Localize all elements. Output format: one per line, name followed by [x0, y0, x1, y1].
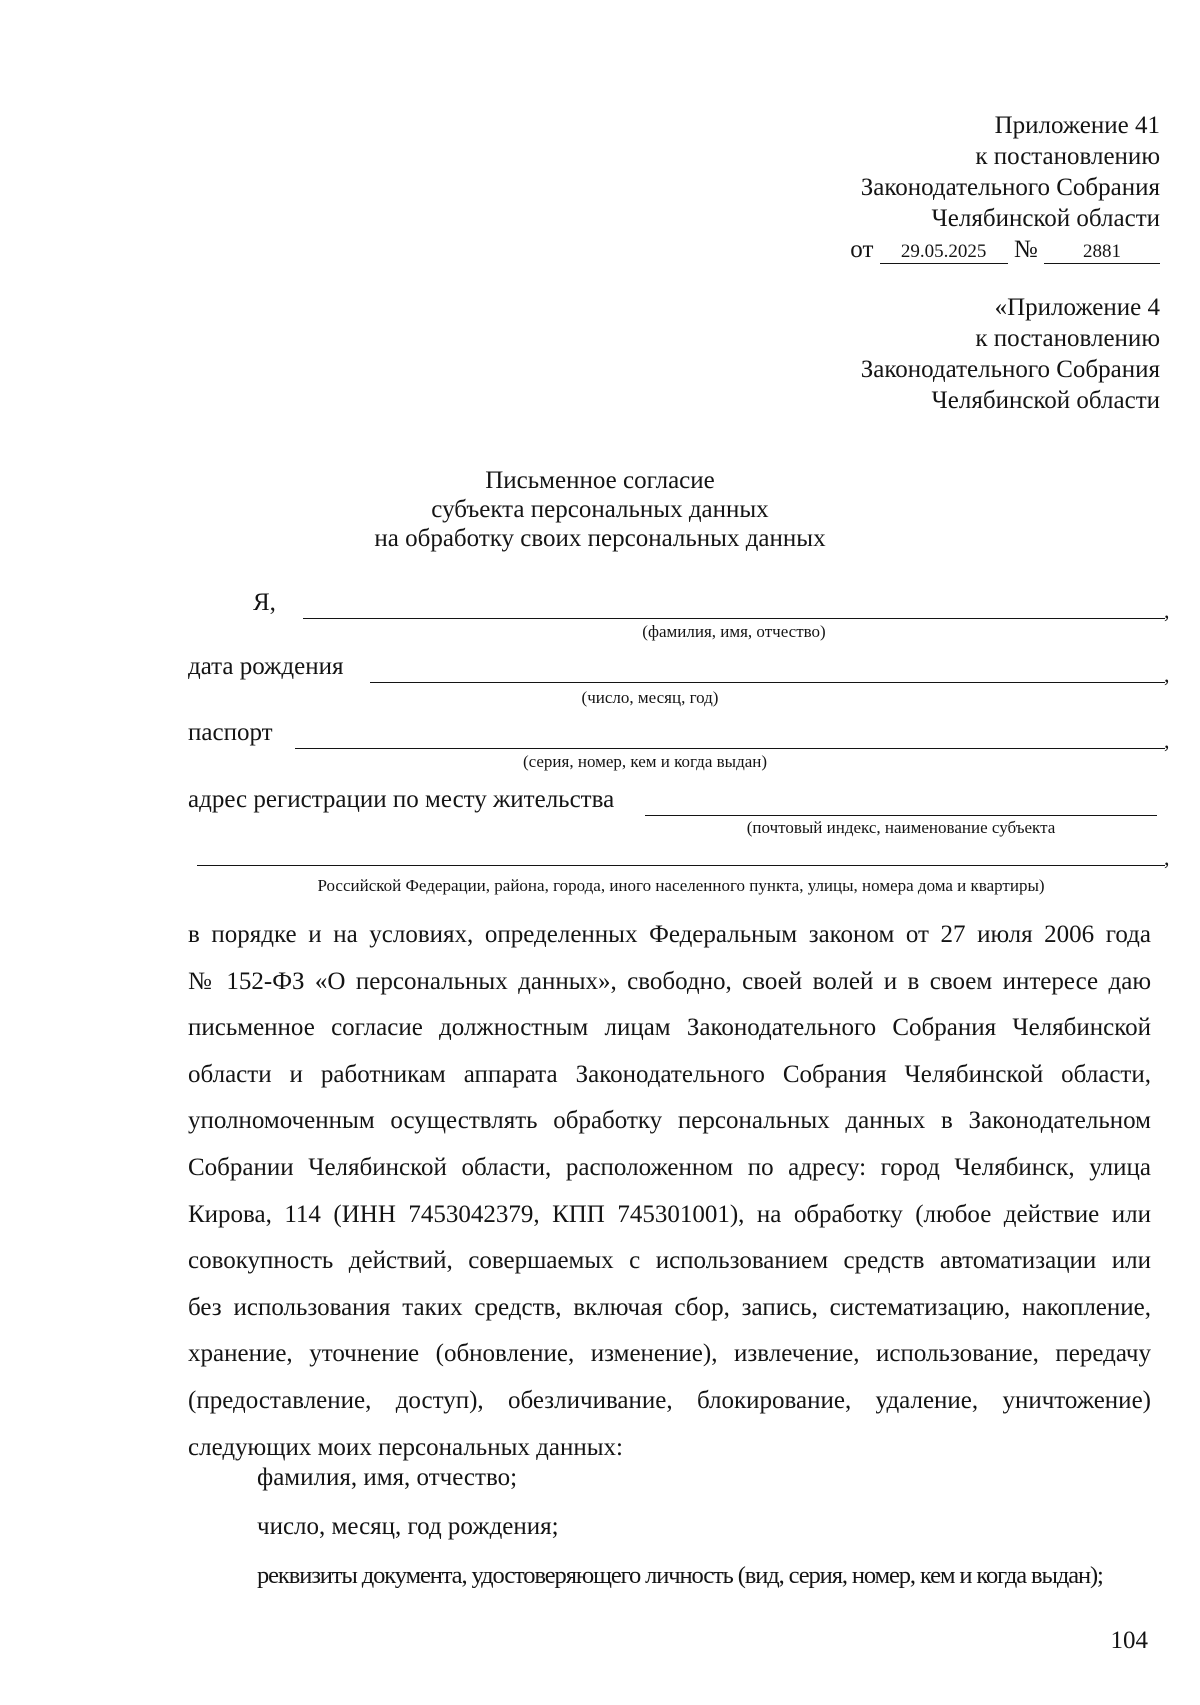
orig-appendix-number: «Приложение 4 — [994, 294, 1160, 321]
orig-appendix-assembly: Законодательного Собрания — [860, 356, 1160, 383]
body-line: Собрании Челябинской области, расположенном по адресу: город Челябинск, улица — [188, 1153, 1151, 1181]
body-line: без использования таких средств, включая сбор, запись, систематизацию, накопление, — [188, 1293, 1151, 1321]
personal-data-list — [257, 1453, 1103, 1600]
body-line: в порядке и на условиях, определенных Федеральным законом от 27 июля 2006 года — [188, 921, 1151, 948]
address-hint-1: (почтовый индекс, наименование субъекта — [746, 818, 1056, 837]
consent-paragraph — [188, 912, 1151, 1471]
birth-comma: , — [1164, 662, 1170, 687]
from-label: от — [850, 236, 874, 263]
title-line-3: на обработку своих персональных данных — [374, 525, 826, 552]
body-line: хранение, уточнение (обновление, изменение), извлечение, использование, передачу — [188, 1340, 1151, 1368]
resolution-date-number — [850, 234, 1160, 265]
body-line: совокупность действий, совершаемых с использованием средств автоматизации или — [188, 1247, 1151, 1275]
passport-label: паспорт — [188, 719, 273, 746]
address-fill-line[interactable] — [645, 815, 1157, 816]
address-hint-2: Российской Федерации, района, города, иного населенного пункта, улицы, номера дома и квартиры) — [317, 876, 1045, 895]
passport-fill-line[interactable] — [295, 748, 1165, 749]
list-item: фамилия, имя, отчество; — [257, 1464, 518, 1491]
resolution-date: 29.05.2025 — [880, 241, 1008, 264]
title-line-2: субъекта персональных данных — [431, 496, 769, 523]
body-line: (предоставление, доступ), обезличивание, блокирование, удаление, уничтожение) — [188, 1386, 1151, 1414]
name-fill-line[interactable] — [303, 618, 1165, 619]
number-label: № — [1013, 236, 1038, 263]
appendix-assembly: Законодательного Собрания — [860, 174, 1160, 201]
birth-fill-line[interactable] — [370, 682, 1165, 683]
body-line: № 152-ФЗ «О персональных данных», свободно, своей волей и в своем интересе даю — [188, 967, 1151, 995]
appendix-number: Приложение 41 — [994, 112, 1160, 139]
orig-appendix-region: Челябинской области — [931, 387, 1160, 414]
body-line: следующих моих персональных данных: — [188, 1433, 623, 1461]
document-title — [0, 466, 1200, 553]
body-line: Кирова, 114 (ИНН 7453042379, КПП 745301001), на обработку (любое действие или — [188, 1200, 1151, 1228]
resolution-number: 2881 — [1044, 241, 1160, 264]
body-line: уполномоченным осуществлять обработку персональных данных в Законодательном — [188, 1107, 1151, 1135]
body-line: области и работникам аппарата Законодательного Собрания Челябинской области, — [188, 1060, 1151, 1088]
body-line: письменное согласие должностным лицам Законодательного Собрания Челябинской — [188, 1014, 1151, 1042]
passport-comma: , — [1164, 728, 1170, 753]
address-label: адрес регистрации по месту жительства — [188, 786, 615, 813]
passport-hint: (серия, номер, кем и когда выдан) — [522, 752, 768, 771]
appendix-region: Челябинской области — [931, 205, 1160, 232]
original-appendix-reference — [861, 292, 1160, 416]
name-hint: (фамилия, имя, отчество) — [642, 622, 826, 641]
list-item: число, месяц, год рождения; — [257, 1513, 559, 1540]
birth-hint: (число, месяц, год) — [581, 688, 719, 707]
title-line-1: Письменное согласие — [485, 467, 715, 494]
name-comma: , — [1164, 598, 1170, 623]
list-item: реквизиты документа, удостоверяющего личность (вид, серия, номер, кем и когда выдан); — [257, 1562, 1103, 1589]
address-fill-line-2[interactable] — [197, 865, 1165, 866]
appendix-to-resolution: к постановлению — [975, 143, 1160, 170]
birth-label: дата рождения — [188, 653, 344, 680]
appendix-reference — [850, 110, 1160, 265]
address-comma: , — [1164, 845, 1170, 870]
orig-appendix-to-resolution: к постановлению — [975, 325, 1160, 352]
page-number: 104 — [1110, 1627, 1148, 1654]
name-label: Я, — [253, 589, 276, 616]
